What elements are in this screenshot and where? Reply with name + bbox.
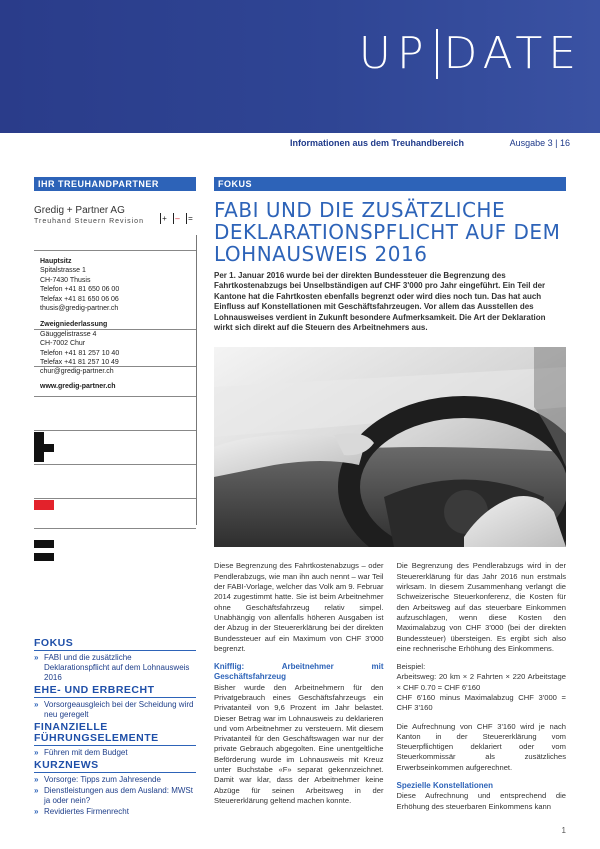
phone-line: Telefon +41 81 650 06 00: [40, 286, 120, 294]
main-section-label: FOKUS: [214, 177, 566, 191]
example-line: Arbeitsweg: 20 km × 2 Fahrten × 220 Arbeitstage × CHF 0.70 = CHF 6'160: [396, 672, 566, 692]
toc-section-title: FOKUS: [34, 638, 196, 651]
address-line: Spitalstrasse 1: [40, 267, 86, 275]
address-block: [34, 251, 196, 377]
header-subbar: [290, 138, 570, 148]
brand-logo: [359, 28, 582, 79]
example-line: CHF 6'160 minus Maximalabzug CHF 3'000 = CHF 3'160: [396, 693, 566, 713]
brand-right: DATE: [443, 28, 582, 79]
example-title: Beispiel:: [396, 662, 426, 672]
article-body: [214, 561, 566, 820]
paragraph: Bisher wurde den Arbeitnehmern für den Privatgebrauch eines Geschäftsfahrzeugs ein Privatanteil von 9,6 Prozent im Jahr belastet. Dieser Betrag war im Lohnausweis zu deklarieren und vom Arbeitnehmer zu versteuern. Mit diesem Privatanteil für den Geschäftswagen war nur der private Gebrauch abgegolten. Eine unentgeltliche Beförderung wurde im Lohnausweis mit Kreuz unter Buchstabe «F» separat gekennzeichnet. Damit war klar, dass der Arbeitnehmer keine Abzüge für seinen Arbeitsweg in der Steuererklärung geltend machen konnte.: [214, 682, 384, 805]
divider: [34, 498, 196, 499]
toc-section-title: EHE- UND ERBRECHT: [34, 685, 196, 698]
sidebar-divider: [196, 235, 197, 525]
divider: [34, 430, 196, 431]
toc-item[interactable]: » Revidiertes Firmenrecht: [34, 807, 196, 817]
company-logo: [34, 191, 196, 251]
sidebar-section-label: IHR TREUHANDPARTNER: [34, 177, 196, 191]
sidebar: [34, 177, 196, 390]
subheading: Spezielle Konstellationen: [396, 781, 493, 791]
toc-item[interactable]: » Vorsorge: Tipps zum Jahresende: [34, 775, 196, 785]
paragraph: Die Aufrechnung von CHF 3'160 wird je nach Kanton in der Steuererklärung vom Steuerpflichtigen deklariert oder vom Steuerkommissär als zusätzliches Erwerbseinkommen aufgerechnet.: [396, 721, 566, 772]
toc-item[interactable]: » Dienstleistungen aus dem Ausland: MWSt ja oder nein?: [34, 786, 196, 806]
divider: [34, 396, 196, 397]
subheading: Knifflig: Arbeitnehmer mit Geschäftsfahrzeug: [214, 662, 384, 682]
fax-line: Telefax +41 81 257 10 49: [40, 359, 119, 367]
company-name: Gredig + Partner AG: [34, 205, 125, 216]
paragraph: Die Begrenzung des Pendlerabzugs wird in der Steuererklärung für das Jahr 2016 nun erstmals wirksam. In diesem Zusammenhang verlangt die Schweizerische Steuerkonferenz, die Kosten für den Arbeitsweg auf das steuerbare Einkommen aufzuschlagen, wenn diese Kosten den Maximalabzug von CHF 3'000 (bei der direkten Bundessteuer) übersteigen. Es ergibt sich also eine rechnerische Erhöhung des Einkommens.: [396, 561, 566, 653]
equals-symbol-top: [34, 540, 54, 548]
paragraph: Diese Aufrechnung und entsprechend die Erhöhung des steuerbaren Einkommens kann: [396, 791, 566, 811]
address-line: CH-7002 Chur: [40, 340, 86, 348]
plus-symbol-horizontal: [34, 444, 54, 452]
toc-item[interactable]: » FABI und die zusätzliche Deklarationspflicht auf dem Lohnausweis 2016: [34, 653, 196, 683]
toc-section-title: FINANZIELLE FÜHRUNGSELEMENTE: [34, 722, 196, 746]
phone-line: Telefon +41 81 257 10 40: [40, 349, 120, 357]
toc-section-title: KURZNEWS: [34, 760, 196, 773]
divider: [34, 366, 196, 367]
toc-item[interactable]: » Führen mit dem Budget: [34, 748, 196, 758]
address-line: Gäuggelistrasse 4: [40, 330, 97, 338]
header-subtitle: Informationen aus dem Treuhandbereich: [290, 138, 465, 148]
head-office-title: Hauptsitz: [40, 258, 72, 265]
issue-number: Ausgabe 3 | 16: [509, 138, 570, 148]
divider: [34, 329, 196, 330]
brand-left: UP: [358, 28, 430, 79]
steering-wheel-image: [214, 347, 566, 547]
address-line: CH-7430 Thusis: [40, 276, 91, 284]
paragraph: Diese Begrenzung des Fahrtkostenabzugs – oder Pendlerabzugs, wie man ihn auch nennt – war Teil der FABI-Vorlage, welcher das Volk am 9. Februar 2014 zugestimmt hatte. Sie ist beim Arbeitnehmer ohne Geschäftsfahrzeug relativ simpel. Unabhängig von allenfalls höheren Ausgaben ist der Abzug in der Steuererklärung bei der direkten Bundessteuer auf ein Maximum von CHF 3'000 begrenzt.: [214, 561, 384, 653]
page-number: 1: [561, 826, 566, 835]
article-photo: [214, 347, 566, 547]
brand-divider: [436, 29, 438, 79]
equals-mark: =: [186, 213, 194, 224]
equals-symbol-bottom: [34, 553, 54, 561]
toc-item[interactable]: » Vorsorgeausgleich bei der Scheidung wird neu geregelt: [34, 700, 196, 720]
main-article: [214, 177, 566, 820]
minus-symbol: [34, 500, 54, 510]
email-link[interactable]: chur@gredig-partner.ch: [40, 368, 114, 376]
company-tagline: Treuhand Steuern Revision: [34, 218, 144, 225]
article-headline: FABI UND DIE ZUSÄTZLICHE DEKLARATIONSPFLICHT AUF DEM LOHNAUSWEIS 2016: [214, 198, 561, 266]
branch-title: Zweigniederlassung: [40, 321, 108, 329]
website-link[interactable]: www.gredig-partner.ch: [40, 382, 116, 390]
article-column-1: [214, 561, 384, 820]
article-lead: Per 1. Januar 2016 wurde bei der direkten Bundessteuer die Begrenzung des Fahrtkostenabzugs bei Unselbständigen auf CHF 3'000 pro Jahr eingeführt. Ein Teil der Kantone hat die Fahrtkosten ebenfalls begrenzt oder wird dies noch tun. Das hat auch Einfluss auf Konstellationen mit Geschäftsfahrzeugen. Vor allem das Ausstellen des Lohnausweises verdient in Zukunft besondere Aufmerksamkeit. Die Art der Deklaration wirkt sich direkt auf die Steuern des Arbeitnehmers aus.: [214, 271, 546, 333]
table-of-contents: [34, 638, 196, 818]
header-banner: [0, 0, 600, 133]
divider: [34, 528, 196, 529]
fax-line: Telefax +41 81 650 06 06: [40, 295, 119, 303]
plus-mark: +: [160, 213, 168, 224]
minus-mark: –: [173, 213, 181, 224]
article-column-2: [397, 561, 567, 820]
divider: [34, 464, 196, 465]
logo-marks: [160, 213, 194, 224]
email-link[interactable]: thusis@gredig-partner.ch: [40, 305, 119, 313]
